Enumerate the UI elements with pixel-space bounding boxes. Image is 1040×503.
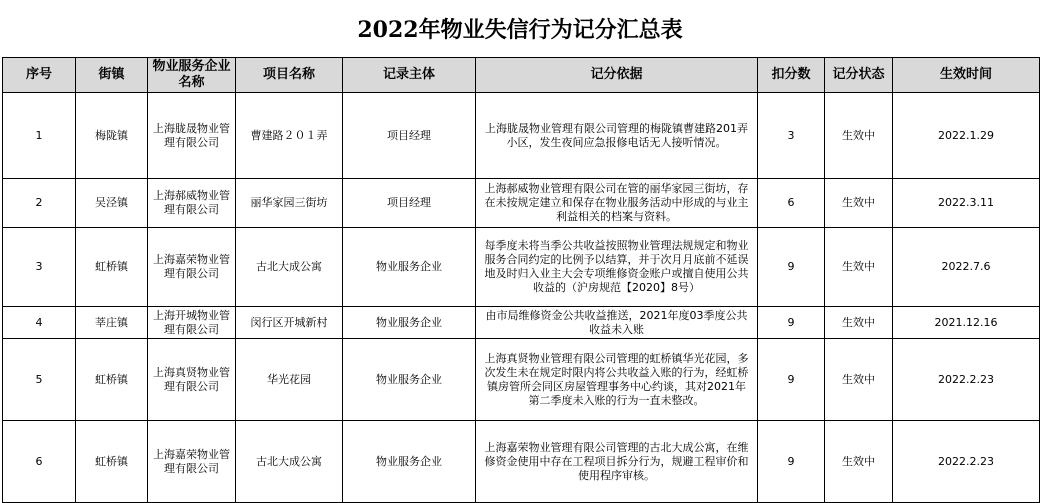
cell-town: 吴泾镇 <box>76 179 148 228</box>
table-row <box>3 339 1040 421</box>
cell-no: 5 <box>3 339 76 421</box>
cell-date: 2021.12.16 <box>893 307 1040 339</box>
header-cell-town: 街镇 <box>76 58 148 93</box>
header-cell-status: 记分状态 <box>825 58 893 93</box>
cell-project: 闵行区开城新村 <box>236 307 343 339</box>
cell-points: 3 <box>758 93 825 179</box>
cell-date: 2022.2.23 <box>893 339 1040 421</box>
cell-project: 丽华家园三街坊 <box>236 179 343 228</box>
cell-points: 6 <box>758 179 825 228</box>
cell-points: 9 <box>758 228 825 307</box>
cell-date: 2022.7.6 <box>893 228 1040 307</box>
cell-status: 生效中 <box>825 339 893 421</box>
header-cell-company: 物业服务企业名称 <box>148 58 236 93</box>
cell-basis: 上海胧晟物业管理有限公司管理的梅陇镇曹建路201弄小区，发生夜间应急报修电话无人接听情况。 <box>476 93 758 179</box>
cell-company: 上海郝威物业管理有限公司 <box>148 179 236 228</box>
cell-company: 上海嘉荣物业管理有限公司 <box>148 228 236 307</box>
cell-project: 古北大成公寓 <box>236 228 343 307</box>
cell-subject: 项目经理 <box>343 93 476 179</box>
cell-status: 生效中 <box>825 228 893 307</box>
cell-basis: 上海真贤物业管理有限公司管理的虹桥镇华光花园，多次发生未在规定时限内将公共收益入账的行为，经虹桥镇房管所会同区房屋管理事务中心约谈，其对2021年第二季度未入账的行为一直未整改。 <box>476 339 758 421</box>
cell-town: 虹桥镇 <box>76 421 148 503</box>
table-row <box>3 307 1040 339</box>
cell-basis: 上海嘉荣物业管理有限公司管理的古北大成公寓，在维修资金使用中存在工程项目拆分行为，规避工程审价和使用程序审核。 <box>476 421 758 503</box>
cell-basis: 由市局维修资金公共收益推送，2021年度03季度公共收益未入账 <box>476 307 758 339</box>
cell-status: 生效中 <box>825 93 893 179</box>
cell-company: 上海开城物业管理有限公司 <box>148 307 236 339</box>
header-cell-project: 项目名称 <box>236 58 343 93</box>
cell-status: 生效中 <box>825 307 893 339</box>
header-cell-no: 序号 <box>3 58 76 93</box>
cell-project: 华光花园 <box>236 339 343 421</box>
cell-subject: 物业服务企业 <box>343 421 476 503</box>
cell-no: 3 <box>3 228 76 307</box>
header-cell-date: 生效时间 <box>893 58 1040 93</box>
cell-date: 2022.1.29 <box>893 93 1040 179</box>
cell-no: 2 <box>3 179 76 228</box>
cell-town: 梅陇镇 <box>76 93 148 179</box>
cell-date: 2022.2.23 <box>893 421 1040 503</box>
header-row <box>3 58 1040 93</box>
cell-subject: 物业服务企业 <box>343 307 476 339</box>
cell-company: 上海胧晟物业管理有限公司 <box>148 93 236 179</box>
header-cell-basis: 记分依据 <box>476 58 758 93</box>
table-row <box>3 93 1040 179</box>
cell-town: 虹桥镇 <box>76 228 148 307</box>
cell-points: 9 <box>758 421 825 503</box>
table-row <box>3 421 1040 503</box>
cell-project: 曹建路２０１弄 <box>236 93 343 179</box>
cell-no: 4 <box>3 307 76 339</box>
cell-company: 上海嘉荣物业管理有限公司 <box>148 421 236 503</box>
header-cell-points: 扣分数 <box>758 58 825 93</box>
table-row <box>3 179 1040 228</box>
cell-points: 9 <box>758 339 825 421</box>
cell-subject: 物业服务企业 <box>343 228 476 307</box>
cell-project: 古北大成公寓 <box>236 421 343 503</box>
cell-status: 生效中 <box>825 421 893 503</box>
cell-date: 2022.3.11 <box>893 179 1040 228</box>
cell-basis: 上海郝威物业管理有限公司在管的丽华家园三街坊，存在未按规定建立和保存在物业服务活动中形成的与业主利益相关的档案与资料。 <box>476 179 758 228</box>
cell-subject: 物业服务企业 <box>343 339 476 421</box>
header-cell-subject: 记录主体 <box>343 58 476 93</box>
cell-town: 莘庄镇 <box>76 307 148 339</box>
cell-status: 生效中 <box>825 179 893 228</box>
cell-subject: 项目经理 <box>343 179 476 228</box>
cell-no: 6 <box>3 421 76 503</box>
cell-town: 虹桥镇 <box>76 339 148 421</box>
table-row <box>3 228 1040 307</box>
table-title: 2022年物业失信行为记分汇总表 <box>357 17 683 43</box>
cell-company: 上海真贤物业管理有限公司 <box>148 339 236 421</box>
summary-table <box>2 57 1040 503</box>
cell-basis: 每季度未将当季公共收益按照物业管理法规规定和物业服务合同约定的比例予以结算，并于次月月底前不延误地及时归入业主大会专项维修资金账户或擅自使用公共收益的（沪房规范【2020】8号） <box>476 228 758 307</box>
cell-no: 1 <box>3 93 76 179</box>
cell-points: 9 <box>758 307 825 339</box>
